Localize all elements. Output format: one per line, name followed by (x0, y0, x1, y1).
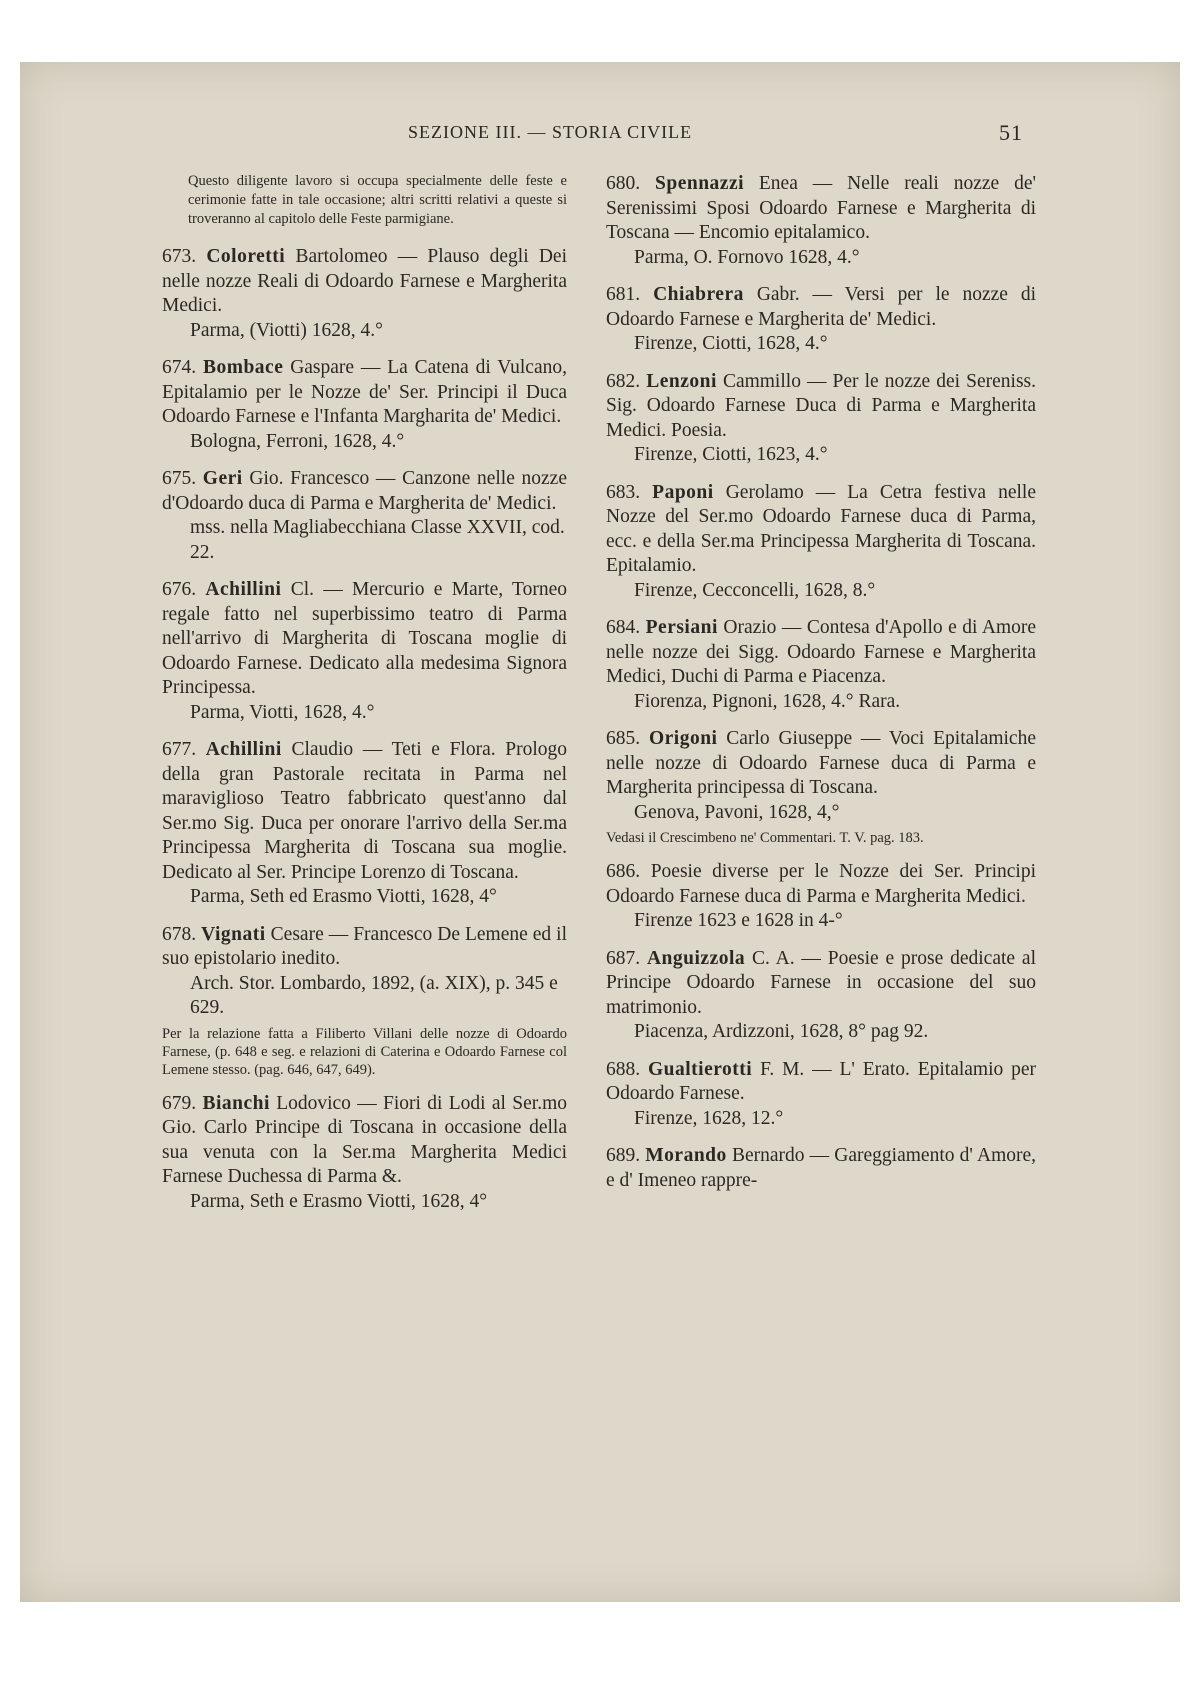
entry-author: Achillini (205, 579, 282, 600)
entry-imprint: Firenze, Ciotti, 1628, 4.° (634, 333, 828, 354)
entry-imprint: Parma, O. Fornovo 1628, 4.° (634, 246, 860, 268)
entry-imprint: Parma, Seth ed Erasmo Viotti, 1628, 4° (190, 886, 497, 907)
entry-text: Cl. — Mercurio e Marte, Torneo regale fatto nel superbissimo teatro di Parma nell'arrivo di Margherita di Toscana moglie di Odoardo Farnese. Dedicato alla medesima Signora Principessa. (162, 579, 568, 698)
intro-note: Questo diligente lavoro si occupa specialmente delle feste e cerimonie fatte in tale occasione; altri scritti relativi a queste si troveranno al capitolo delle Feste parmigiane. (188, 173, 567, 227)
entry-author: Origoni (648, 728, 718, 749)
entry-number: 689. (606, 1145, 641, 1166)
catalog-entry (162, 738, 567, 910)
catalog-entry (162, 578, 567, 725)
entry-author: Persiani (645, 617, 718, 638)
entry-text: Enea — Nelle reali nozze de' Serenissimi Sposi Odoardo Farnese e Margherita di Toscana — Encomio epitalamico. (606, 173, 1036, 243)
catalog-entry (606, 860, 1036, 934)
entry-imprint: Piacenza, Ardizzoni, 1628, 8° pag 92. (634, 1021, 929, 1042)
entry-author: Paponi (652, 481, 714, 503)
entry-imprint: Fiorenza, Pignoni, 1628, 4.° Rara. (634, 690, 901, 712)
entry-text: F. M. — L' Erato. Epitalamio per Odoardo Farnese. (606, 1058, 1037, 1104)
entry-author: Lenzoni (646, 370, 717, 392)
entry-text: Bernardo — Gareggiamento d' Amore, e d' Imeneo rappre- (606, 1145, 1037, 1191)
entry-imprint: Firenze, Cecconcelli, 1628, 8.° (634, 579, 876, 601)
page-header (20, 122, 1180, 152)
entry-number: 687. (606, 947, 641, 969)
entry-author: Spennazzi (655, 173, 745, 194)
entry-number: 674. (162, 357, 197, 378)
entry-number: 684. (606, 617, 641, 638)
running-title: SEZIONE III. — STORIA CIVILE (408, 122, 693, 142)
entry-imprint: Parma, Viotti, 1628, 4.° (190, 701, 375, 723)
entry-text: Gio. Francesco — Canzone nelle nozze d'Odoardo duca di Parma e Margherita de' Medici. (162, 468, 567, 514)
entry-text: C. A. — Poesie e prose dedicate al Principe Odoardo Farnese in occasione del suo matrimonio. (606, 947, 1036, 1018)
entry-text: Carlo Giuseppe — Voci Epitalamiche nelle nozze di Odoardo Farnese duca di Parma e Margherita principessa di Toscana. (606, 728, 1036, 798)
entry-note: Per la relazione fatta a Filiberto Villani delle nozze di Odoardo Farnese, (p. 648 e seg. e relazioni di Caterina e Odoardo Farnese col Lemene stesso. (pag. 646, 647, 649). (162, 1025, 567, 1078)
entry-text: Lodovico — Fiori di Lodi al Ser.mo Gio. Carlo Principe di Toscana in occasione della sua venuta con la Ser.ma Margherita Medici Farnese Duchessa di Parma &. (162, 1092, 567, 1187)
entry-author: Bombace (202, 357, 284, 378)
entry-imprint: Firenze, 1628, 12.° (634, 1107, 784, 1129)
catalog-entry (606, 1144, 1036, 1193)
entry-text: Gaspare — La Catena di Vulcano, Epitalamio per le Nozze de' Ser. Principi il Duca Odoardo Farnese e l'Infanta Margharita de' Medici. (162, 357, 567, 427)
entry-author: Bianchi (202, 1092, 270, 1114)
entry-number: 685. (606, 728, 641, 749)
entry-imprint: Parma, (Viotti) 1628, 4.° (190, 319, 383, 341)
entry-number: 681. (606, 284, 641, 305)
entry-author: Gualtierotti (647, 1058, 753, 1080)
catalog-entry (162, 467, 567, 565)
entry-text: Cammillo — Per le nozze dei Sereniss. Sig. Odoardo Farnese Duca di Parma e Margherita Medici. Poesia. (606, 370, 1037, 441)
book-page (20, 62, 1180, 1602)
entry-note: Vedasi il Crescimbeno ne' Commentari. T. V. pag. 183. (606, 830, 924, 846)
entry-author: Coloretti (206, 246, 286, 267)
entry-number: 686. (606, 861, 641, 882)
entry-text: Cesare — Francesco De Lemene ed il suo epistolario inedito. (162, 923, 568, 969)
entry-text: Claudio — Teti e Flora. Prologo della gran Pastorale recitata in Parma nel maraviglioso Teatro fabbricato quest'anno dal Ser.mo Sig. Duca per onorare l'arrivo della Ser.ma Principessa Margherita di Toscana sua moglie. Dedicato al Ser. Principe Lorenzo di Toscana. (162, 739, 568, 883)
entry-number: 680. (606, 173, 641, 194)
page-number: 51 (999, 120, 1023, 145)
catalog-entry (606, 616, 1036, 714)
catalog-entry (606, 283, 1036, 357)
catalog-entry (162, 356, 567, 454)
entry-imprint: Arch. Stor. Lombardo, 1892, (a. XIX), p. 345 e 629. (190, 972, 558, 1018)
entry-number: 688. (606, 1058, 641, 1080)
entry-number: 673. (162, 246, 197, 267)
entry-number: 679. (162, 1092, 197, 1114)
entry-text: Gabr. — Versi per le nozze di Odoardo Farnese e Margherita de' Medici. (606, 284, 1037, 330)
entry-author: Achillini (205, 739, 282, 760)
entry-number: 683. (606, 481, 641, 503)
catalog-entry (606, 947, 1036, 1045)
entry-number: 677. (162, 739, 197, 760)
catalog-entry (606, 481, 1036, 604)
left-column (162, 172, 567, 1227)
entry-number: 676. (162, 579, 197, 600)
entry-number: 675. (162, 468, 197, 489)
entry-author: Geri (202, 468, 243, 489)
entry-author: Vignati (201, 923, 266, 945)
catalog-entry (162, 245, 567, 343)
catalog-entry (606, 172, 1036, 270)
entry-author: Chiabrera (653, 284, 744, 305)
catalog-entry (606, 370, 1036, 468)
entry-imprint: mss. nella Magliabecchiana Classe XXVII, cod. 22. (190, 517, 565, 563)
entry-author: Morando (645, 1145, 727, 1166)
entry-imprint: Firenze, Ciotti, 1623, 4.° (634, 444, 828, 465)
catalog-entry (162, 1092, 567, 1215)
catalog-entry (606, 727, 1036, 847)
entry-text: Orazio — Contesa d'Apollo e di Amore nelle nozze dei Sigg. Odoardo Farnese e Margherita Medici, Duchi di Parma e Piacenza. (606, 617, 1037, 687)
entry-text: Gerolamo — La Cetra festiva nelle Nozze del Ser.mo Odoardo Farnese duca di Parma, ecc. e della Ser.ma Principessa Margherita di Toscana. Epitalamio. (606, 481, 1037, 576)
entry-author: Anguizzola (646, 947, 746, 969)
right-column (606, 172, 1036, 1206)
entry-number: 682. (606, 370, 641, 392)
entry-imprint: Genova, Pavoni, 1628, 4,° (634, 801, 840, 823)
entry-number: 678. (162, 923, 197, 945)
entry-imprint: Parma, Seth e Erasmo Viotti, 1628, 4° (190, 1190, 488, 1212)
entry-text: Poesie diverse per le Nozze dei Ser. Principi Odoardo Farnese duca di Parma e Margherita Medici. (606, 861, 1037, 907)
catalog-entry (606, 1058, 1036, 1132)
catalog-entry (162, 923, 567, 1079)
entry-text: Bartolomeo — Plauso degli Dei nelle nozze Reali di Odoardo Farnese e Margherita Medici. (162, 246, 568, 316)
entry-imprint: Bologna, Ferroni, 1628, 4.° (190, 430, 405, 452)
entry-imprint: Firenze 1623 e 1628 in 4-° (634, 910, 843, 931)
